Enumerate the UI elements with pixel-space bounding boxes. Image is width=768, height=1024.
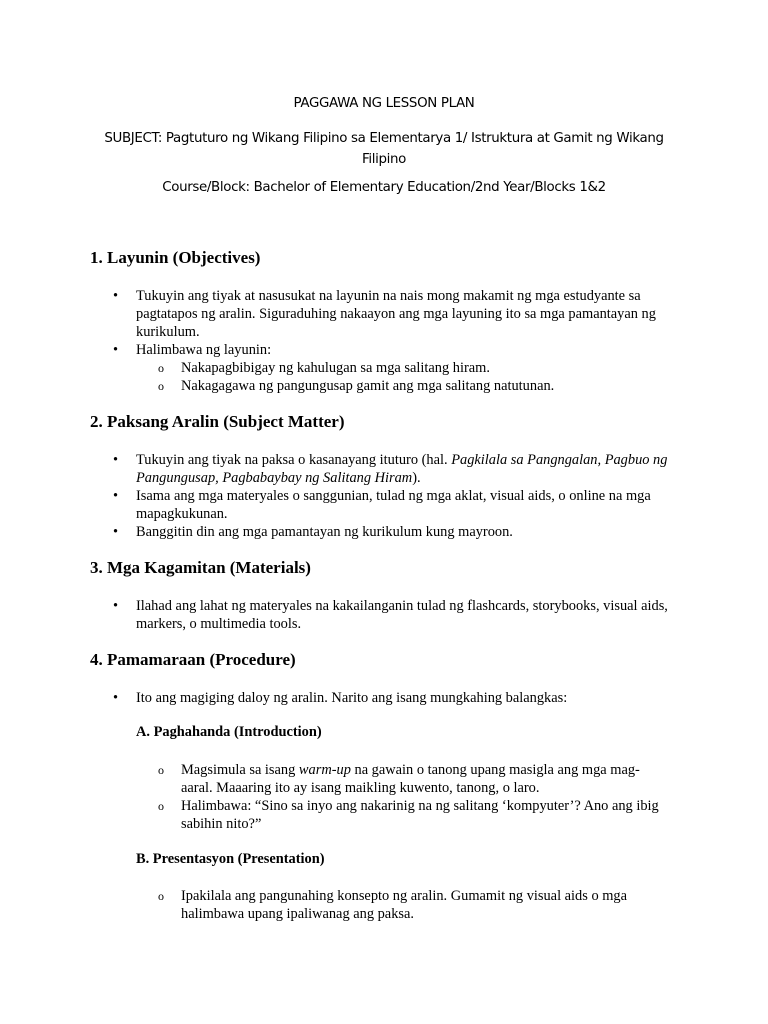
introduction-list xyxy=(181,761,671,833)
sublist-item-text: Magsimula sa isang xyxy=(181,762,299,778)
objectives-list xyxy=(136,287,681,395)
section-heading-objectives: 1. Layunin (Objectives) xyxy=(90,248,261,267)
procedure-list xyxy=(136,689,681,707)
presentation-list xyxy=(181,887,671,923)
subheading-presentation: B. Presentasyon (Presentation) xyxy=(136,851,325,867)
sublist-item: o Halimbawa: “Sino sa inyo ang nakarinig na ng salitang ‘kompyuter’? Ano ang ibig sabihin nito?” xyxy=(181,797,671,833)
list-item: • Tukuyin ang tiyak at nasusukat na layunin na nais mong makamit ng mga estudyante sa pagtatapos ng aralin. Siguraduhing nakaayon ang mga layuning ito sa mga pamantayan ng kurikulum. xyxy=(136,287,681,341)
list-item: • Ito ang magiging daloy ng aralin. Narito ang isang mungkahing balangkas: xyxy=(136,689,681,707)
list-item: • Isama ang mga materyales o sanggunian, tulad ng mga aklat, visual aids, o online na mga mapagkukunan. xyxy=(136,487,681,523)
section-heading-procedure: 4. Pamamaraan (Procedure) xyxy=(90,650,296,669)
list-item xyxy=(136,451,681,487)
list-item: • Banggitin din ang mga pamantayan ng kurikulum kung mayroon. xyxy=(136,523,681,541)
subject-line: SUBJECT: Pagtuturo ng Wikang Filipino sa Elementarya 1/ Istruktura at Gamit ng Wikang Filipino xyxy=(104,131,664,167)
sublist-item: o Nakagagawa ng pangungusap gamit ang mga salitang natutunan. xyxy=(181,377,681,395)
list-item: • Ilahad ang lahat ng materyales na kakailanganin tulad ng flashcards, storybooks, visual aids, markers, o multimedia tools. xyxy=(136,597,681,633)
sublist-item: o Nakapagbibigay ng kahulugan sa mga salitang hiram. xyxy=(181,359,681,377)
sublist-item xyxy=(181,761,671,797)
list-item-text-end: ). xyxy=(412,470,421,486)
list-item-text: Tukuyin ang tiyak na paksa o kasanayang ituturo (hal. xyxy=(136,452,452,468)
document-title: PAGGAWA NG LESSON PLAN xyxy=(293,96,475,111)
section-heading-materials: 3. Mga Kagamitan (Materials) xyxy=(90,558,311,577)
sublist xyxy=(136,359,681,395)
sublist-item-text-end: na gawain o tanong upang masigla ang mga mag-aaral. Maaaring ito ay isang maikling kuwento, tanong, o laro. xyxy=(181,762,640,796)
subheading-introduction: A. Paghahanda (Introduction) xyxy=(136,724,322,740)
list-item xyxy=(136,341,681,395)
warm-up-term: warm-up xyxy=(298,762,351,778)
list-item-text: Halimbawa ng layunin: xyxy=(136,342,272,358)
sublist-item: o Ipakilala ang pangunahing konsepto ng aralin. Gumamit ng visual aids o mga halimbawa upang ipaliwanag ang paksa. xyxy=(181,887,671,923)
section-heading-subject-matter: 2. Paksang Aralin (Subject Matter) xyxy=(90,412,345,431)
subject-matter-list xyxy=(136,451,681,541)
course-line: Course/Block: Bachelor of Elementary Education/2nd Year/Blocks 1&2 xyxy=(162,180,606,195)
list-item-examples: Pagkilala sa Pangngalan, Pagbuo ng Pangungusap, Pagbabaybay ng Salitang Hiram xyxy=(136,452,668,486)
materials-list xyxy=(136,597,681,633)
